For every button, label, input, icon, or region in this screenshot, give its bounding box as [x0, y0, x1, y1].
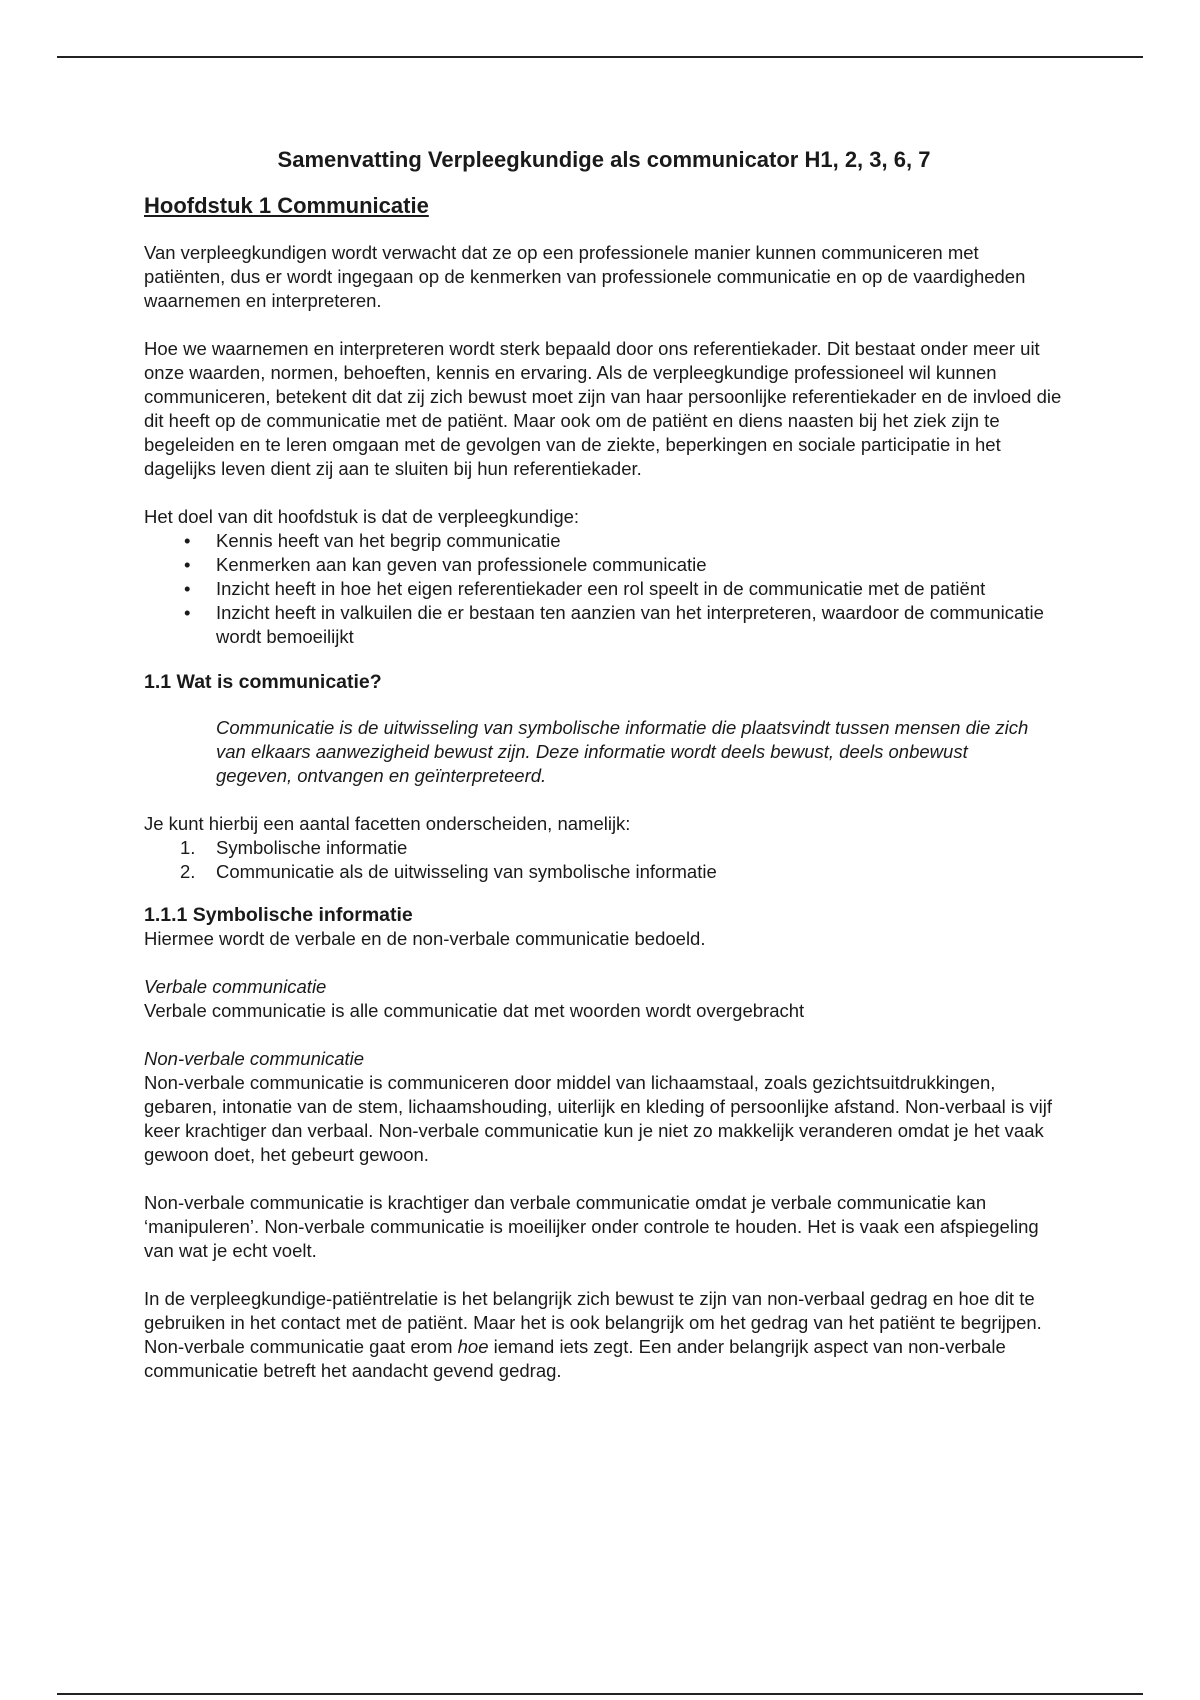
list-item-text: Symbolische informatie — [216, 837, 408, 858]
chapter-heading: Hoofdstuk 1 Communicatie — [144, 193, 429, 218]
list-item: • Inzicht heeft in valkuilen die er bestaan ten aanzien van het interpreteren, waardoor de communicatie wordt bemoeilijkt — [216, 601, 1064, 649]
list-item: • Inzicht heeft in hoe het eigen referentiekader een rol speelt in de communicatie met de patiënt — [216, 577, 1064, 601]
section-heading-1-1-1: 1.1.1 Symbolische informatie — [144, 904, 413, 926]
verbal-heading: Verbale communicatie — [144, 976, 327, 997]
goals-list — [144, 529, 1064, 649]
list-item: • Kenmerken aan kan geven van professionele communicatie — [216, 553, 1064, 577]
facets-list — [144, 836, 1064, 884]
header-rule — [57, 56, 1143, 58]
symbolic-text: Hiermee wordt de verbale en de non-verbale communicatie bedoeld. — [144, 928, 706, 949]
verbal-text: Verbale communicatie is alle communicatie dat met woorden wordt overgebracht — [144, 1000, 805, 1021]
definition-quote: Communicatie is de uitwisseling van symbolische informatie die plaatsvindt tussen mensen die zich van elkaars aanwezigheid bewust zijn. Deze informatie wordt deels bewust, deels onbewust gegeven, ontvangen en geïnterpreteerd. — [216, 717, 1029, 786]
list-item-text: Communicatie als de uitwisseling van symbolische informatie — [216, 861, 717, 882]
facets-intro: Je kunt hierbij een aantal facetten onderscheiden, namelijk: — [144, 813, 631, 834]
document-title: Samenvatting Verpleegkundige als communicator H1, 2, 3, 6, 7 — [277, 147, 931, 172]
footer-rule — [57, 1693, 1143, 1695]
goal-intro: Het doel van dit hoofdstuk is dat de verpleegkundige: — [144, 506, 580, 527]
relation-paragraph — [144, 1287, 1064, 1383]
list-item: • Kennis heeft van het begrip communicatie — [216, 529, 1064, 553]
list-item — [180, 860, 1064, 884]
list-number: 2. — [180, 861, 196, 882]
intro-paragraph: Van verpleegkundigen wordt verwacht dat ze op een professionele manier kunnen communiceren met patiënten, dus er wordt ingegaan op de kenmerken van professionele communicatie en op de vaardigheden waarnemen en interpreteren. — [144, 242, 1026, 311]
document-body — [144, 138, 1064, 1383]
nonverbal-text-1: Non-verbale communicatie is communiceren door middel van lichaamstaal, zoals gezichtsuitdrukkingen, gebaren, intonatie van de stem, lichaamshouding, uiterlijk en kleding of persoonlijke afstand. Non-verbaal is vijf keer krachtiger dan verbaal. Non-verbale communicatie kun je niet zo makkelijk veranderen omdat je het vaak gewoon doet, het gebeurt gewoon. — [144, 1072, 1053, 1165]
relation-text-after: iemand iets zegt. Een ander belangrijk aspect van non-verbale communicatie betreft het aandacht gevend gedrag. — [144, 1336, 1006, 1381]
nonverbal-text-2: Non-verbale communicatie is krachtiger dan verbale communicatie omdat je verbale communicatie kan ‘manipuleren’. Non-verbale communicatie is moeilijker onder controle te houden. Het is vaak een afspiegeling van wat je echt voelt. — [144, 1192, 1039, 1261]
relation-text-before: In de verpleegkundige-patiëntrelatie is het belangrijk zich bewust te zijn van non-verbaal gedrag en hoe dit te gebruiken in het contact met de patiënt. Maar het is ook belangrijk om het gedrag van het patiënt te begrijpen. Non-verbale communicatie gaat erom — [144, 1288, 1042, 1357]
nonverbal-heading: Non-verbale communicatie — [144, 1048, 365, 1069]
section-heading-1-1: 1.1 Wat is communicatie? — [144, 671, 382, 693]
referentiekader-paragraph: Hoe we waarnemen en interpreteren wordt sterk bepaald door ons referentiekader. Dit bestaat onder meer uit onze waarden, normen, behoeften, kennis en ervaring. Als de verpleegkundige professioneel wil kunnen communiceren, betekent dit dat zij zich bewust moet zijn van haar persoonlijke referentiekader en de invloed die dit heeft op de communicatie met de patiënt. Maar ook om de patiënt en diens naasten bij het ziek zijn te begeleiden en te leren omgaan met de gevolgen van de ziekte, beperkingen en sociale participatie in het dagelijks leven dient zij aan te sluiten bij hun referentiekader. — [144, 338, 1062, 479]
list-item — [180, 836, 1064, 860]
relation-text-italic: hoe — [457, 1336, 489, 1357]
list-number: 1. — [180, 837, 196, 858]
